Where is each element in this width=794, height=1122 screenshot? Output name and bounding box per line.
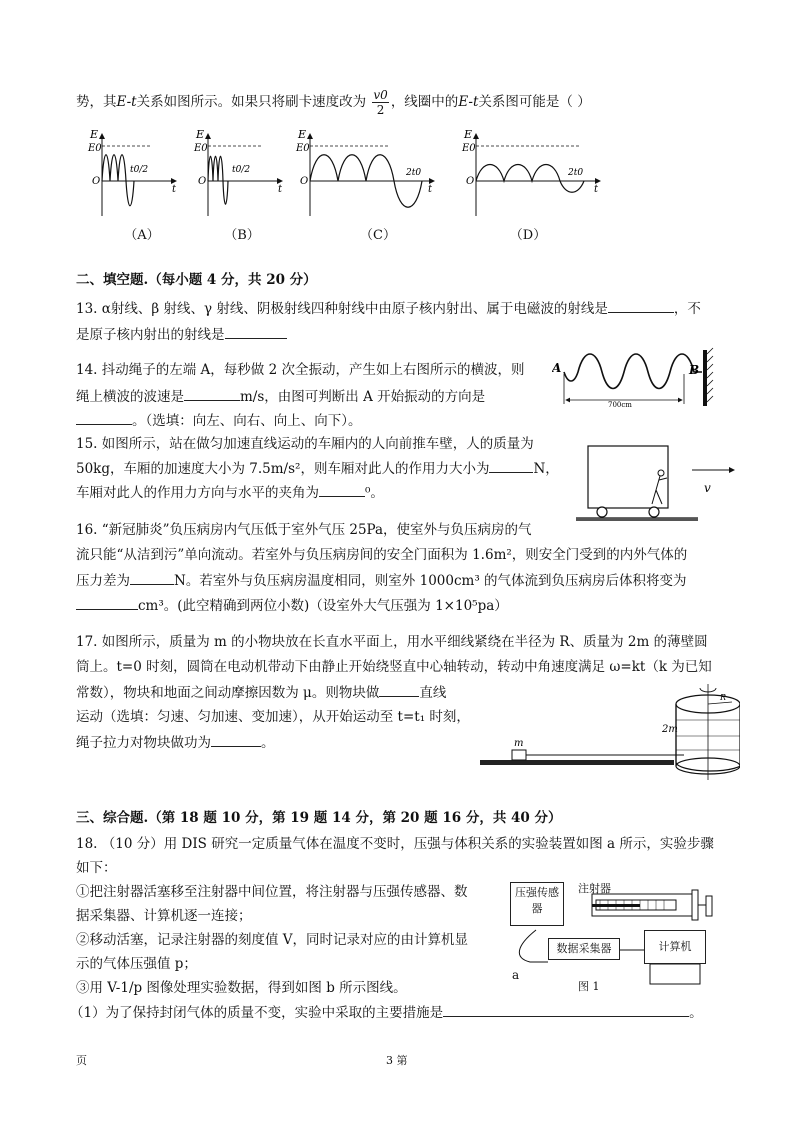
q14-label-b: B xyxy=(689,363,700,377)
graph-a xyxy=(87,128,177,216)
q17-label-2m: 2m xyxy=(662,724,678,735)
q16-line1: 16. “新冠肺炎”负压病房内气压低于室外气压 25Pa，使室外与负压病房的气 xyxy=(76,522,532,538)
q13-line1 xyxy=(76,298,701,319)
q17-label-r: R xyxy=(720,693,727,702)
graph-d-origin: O xyxy=(466,176,475,187)
speed-fraction xyxy=(372,88,388,117)
q17-line1: 17. 如图所示，质量为 m 的小物块放在长直水平面上，用水平细线紧绕在半径为 R、质量为 2m 的薄壁圆 xyxy=(76,634,708,650)
q18-blank1[interactable] xyxy=(443,1002,689,1017)
q16-text4: cm³。(此空精确到两位小数)（设室外大气压强为 1×10⁵pa） xyxy=(138,598,508,614)
intro-pre: 势，其 xyxy=(76,94,117,110)
graph-a-e0-label: E0 xyxy=(88,143,102,154)
q15-blank1[interactable] xyxy=(489,458,533,473)
apparatus-label-a: a xyxy=(512,968,520,982)
q13-text2: 是原子核内射出的射线是 xyxy=(76,327,225,343)
graph-b-e0-label: E0 xyxy=(194,143,208,154)
graph-a-t-label: t xyxy=(172,184,177,195)
q17-blank1[interactable] xyxy=(379,682,419,697)
section3-title: 三、综合题.（第 18 题 10 分，第 19 题 14 分，第 20 题 16 分，共 40 分） xyxy=(76,810,562,826)
q14-text3: 。（选填：向左、向右、向上、向下）。 xyxy=(132,413,362,429)
q13-text1-end: ，不 xyxy=(673,301,701,317)
fraction-denominator: 2 xyxy=(376,103,385,117)
q14-line2 xyxy=(76,386,485,407)
data-collector-box: 数据采集器 xyxy=(548,938,620,960)
q13-blank1[interactable] xyxy=(608,298,674,313)
q17-line2: 筒上。t=0 时刻，圆筒在电动机带动下由静止开始绕竖直中心轴转动，转动中角速度满足 ω=kt（k 为已知 xyxy=(76,659,712,675)
q18-sub1-end: 。 xyxy=(689,1005,703,1021)
q14-label-a: A xyxy=(552,361,562,375)
q18-step1b: 据采集器、计算机逐一连接； xyxy=(76,908,252,924)
q18-apparatus-figure xyxy=(506,876,716,1000)
q17-cylinder-figure xyxy=(478,676,740,786)
q15-line3 xyxy=(76,482,384,503)
q15-text2a: 50kg，车厢的加速度大小为 7.5m/s²，则车厢对此人的作用力大小为 xyxy=(76,461,490,477)
q18-sub1-text: （1）为了保持封闭气体的质量不变，实验中采取的主要措施是 xyxy=(70,1005,444,1021)
q14-blank2[interactable] xyxy=(76,410,132,425)
q17-text5b: 。 xyxy=(261,735,275,751)
footer-page-number: 3 第 xyxy=(386,1054,408,1067)
q16-text3a: 压力差为 xyxy=(76,573,130,589)
option-d-caption: （D） xyxy=(509,228,547,243)
q18-step1a: ①把注射器活塞移至注射器中间位置，将注射器与压强传感器、数 xyxy=(76,884,468,900)
q17-text5a: 绳子拉力对物块做功为 xyxy=(76,735,211,751)
q14-line3 xyxy=(76,410,362,431)
q15-text3a: 车厢对此人的作用力方向与水平的夹角为 xyxy=(76,485,319,501)
intro-et: E-t xyxy=(116,94,137,110)
q18-step3: ③用 V-1/p 图像处理实验数据，得到如图 b 所示图线。 xyxy=(76,980,407,996)
graph-d xyxy=(461,128,600,216)
graph-b-t-label: t xyxy=(278,184,283,195)
graph-c-t-label: t xyxy=(428,184,433,195)
q17-line3 xyxy=(76,682,446,703)
q18-sub1 xyxy=(70,1002,703,1023)
graph-d-t-label: t xyxy=(594,184,599,195)
intro-mid: 关系如图所示。如果只将刷卡速度改为 xyxy=(136,94,367,110)
q13-line2 xyxy=(76,324,287,345)
q18-line2: 如下： xyxy=(76,860,117,876)
graph-a-origin: O xyxy=(92,176,101,187)
graph-c xyxy=(295,128,434,216)
q18-step2b: 示的气体压强值 p； xyxy=(76,956,197,972)
q13-text1: 13. α射线、β 射线、γ 射线、阴极射线四种射线中由原子核内射出、属于电磁波的射线是 xyxy=(76,301,608,317)
q14-blank1[interactable] xyxy=(184,386,240,401)
q15-line1: 15. 如图所示，站在做匀加速直线运动的车厢内的人向前推车壁，人的质量为 xyxy=(76,436,534,452)
option-c-caption: （C） xyxy=(360,228,396,243)
graph-d-2t0-label: 2t0 xyxy=(568,168,584,178)
graph-d-e-label: E xyxy=(464,128,473,141)
q15-v-label: v xyxy=(704,481,711,495)
q17-label-m: m xyxy=(514,738,524,749)
q17-text3a: 常数），物块和地面之间动摩擦因数为 μ。则物块做 xyxy=(76,685,380,701)
q16-blank2[interactable] xyxy=(76,595,138,610)
graph-d-e0-label: E0 xyxy=(462,143,476,154)
q16-blank1[interactable] xyxy=(130,570,174,585)
q16-line3 xyxy=(76,570,687,591)
graph-c-e0-label: E0 xyxy=(296,143,310,154)
graph-a-e-label: E xyxy=(90,128,99,141)
pressure-sensor-box: 压强传感器 xyxy=(510,882,564,926)
q18-step2a: ②移动活塞，记录注射器的刻度值 V，同时记录对应的由计算机显 xyxy=(76,932,469,948)
q14-text2b: m/s，由图可判断出 A 开始振动的方向是 xyxy=(240,389,486,405)
section2-title: 二、填空题.（每小题 4 分，共 20 分） xyxy=(76,272,317,288)
graph-c-2t0-label: 2t0 xyxy=(406,168,422,178)
q14-line1: 14. 抖动绳子的左端 A，每秒做 2 次全振动，产生如上右图所示的横波，则 xyxy=(76,362,525,378)
q17-blank2[interactable] xyxy=(211,732,261,747)
q15-car-figure xyxy=(572,440,744,528)
intro-post-b: 关系图可能是（ ） xyxy=(478,94,591,110)
q16-text3b: N。若室外与负压病房温度相同，则室外 1000cm³ 的气体流到负压病房后体积将变为 xyxy=(174,573,687,589)
q15-text3b: ⁰。 xyxy=(365,485,384,501)
graph-a-t0-label: t0/2 xyxy=(130,165,149,175)
q15-text2b: N， xyxy=(533,461,559,477)
q15-blank2[interactable] xyxy=(319,482,365,497)
option-a-caption: （A） xyxy=(124,228,160,243)
apparatus-fig-caption: 图 1 xyxy=(578,980,600,993)
syringe-label: 注射器 xyxy=(578,882,611,895)
q17-line5 xyxy=(76,732,275,753)
q18-line1: 18. （10 分）用 DIS 研究一定质量气体在温度不变时，压强与体积关系的实验装置如图 a 所示，实验步骤 xyxy=(76,836,714,852)
intro-line xyxy=(76,88,591,117)
q15-line2 xyxy=(76,458,559,479)
intro-et2: E-t xyxy=(458,94,479,110)
graph-b xyxy=(193,128,283,216)
q17-line4: 运动（选填：匀速、匀加速、变加速），从开始运动至 t=t₁ 时刻， xyxy=(76,709,470,725)
footer-left: 页 xyxy=(76,1054,87,1067)
q14-text2a: 绳上横波的波速是 xyxy=(76,389,184,405)
q14-wave-figure xyxy=(552,344,722,410)
option-b-caption: （B） xyxy=(224,228,260,243)
fraction-numerator: v0 xyxy=(373,88,388,102)
q16-line2: 流只能“从洁到污”单向流动。若室外与负压病房间的安全门面积为 1.6m²，则安全门受到的内外气体的 xyxy=(76,547,688,563)
graph-b-origin: O xyxy=(198,176,207,187)
graph-c-e-label: E xyxy=(298,128,307,141)
intro-post-a: ，线圈中的 xyxy=(390,94,459,110)
graph-b-t0-label: t0/2 xyxy=(232,165,251,175)
q17-text3b: 直线 xyxy=(419,685,447,701)
graph-c-origin: O xyxy=(300,176,309,187)
q16-line4 xyxy=(76,595,508,616)
q13-blank2[interactable] xyxy=(225,324,287,339)
graph-b-e-label: E xyxy=(196,128,205,141)
et-graphs xyxy=(86,126,606,222)
computer-box: 计算机 xyxy=(644,930,706,964)
q14-length-label: 700cm xyxy=(608,401,632,409)
